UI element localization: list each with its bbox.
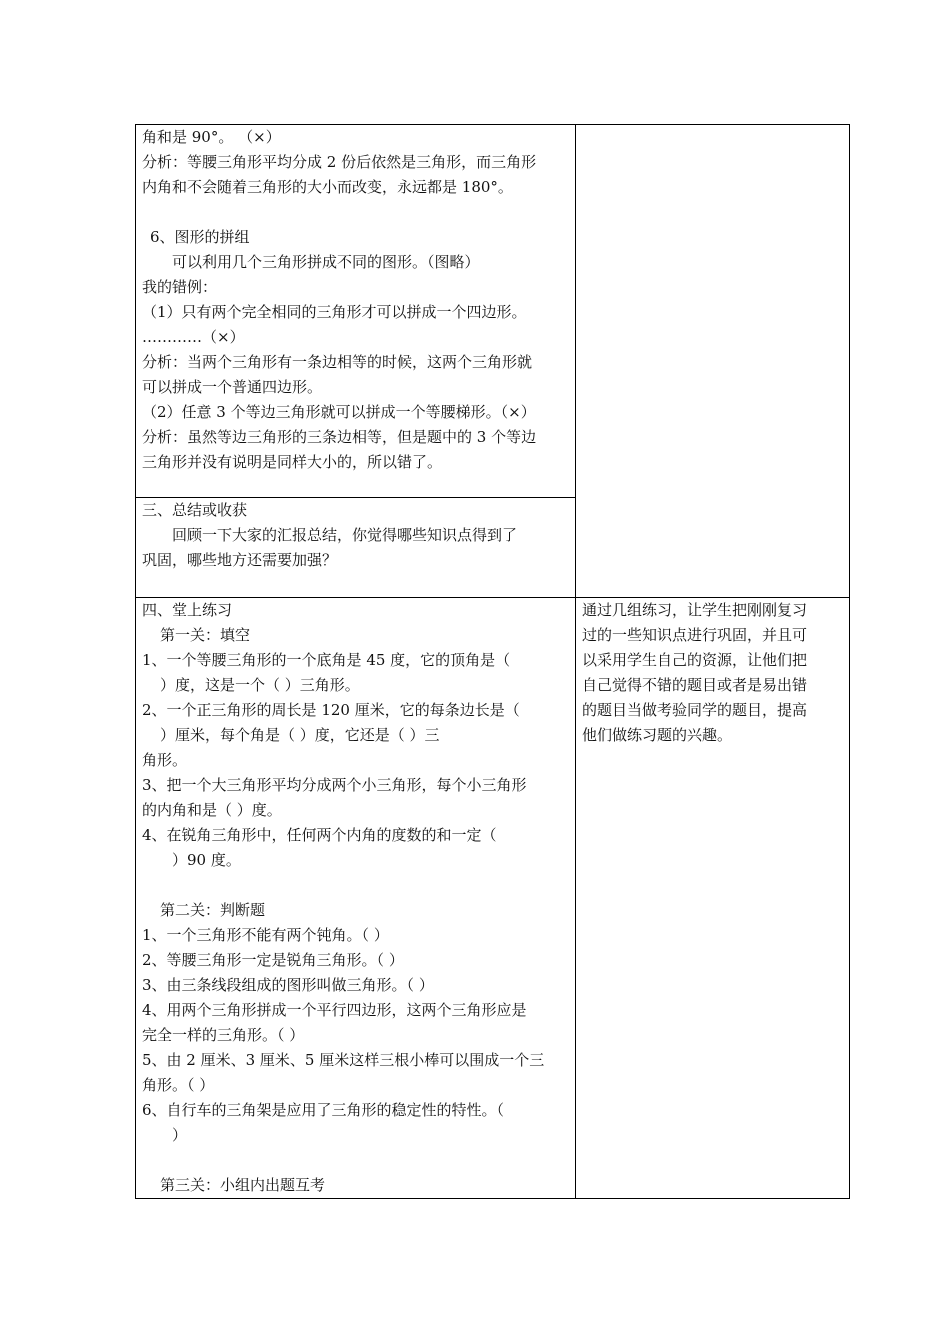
section-heading: 三、总结或收获 [142,501,248,519]
text-line: ）度，这是一个（ ）三角形。 [160,676,360,694]
text-line: 角和是 90°。 （×） [142,128,281,146]
note-line: 他们做练习题的兴趣。 [582,726,733,744]
table-row [136,598,850,1199]
text-line: 2、一个正三角形的周长是 120 厘米，它的每条边长是（ [142,701,520,719]
lesson-table [135,124,850,1199]
text-line: ） [172,1126,188,1144]
summary-cell [136,498,576,598]
errors-cell [136,125,576,498]
text-line: 分析：等腰三角形平均分成 2 份后依然是三角形，而三角形 [142,153,537,171]
text-line: （1）只有两个完全相同的三角形才可以拼成一个四边形。 [142,303,527,321]
text-line: 2、等腰三角形一定是锐角三角形。（ ） [142,951,404,969]
text-line: …………（×） [142,328,245,346]
note-line: 自己觉得不错的题目或者是易出错 [582,676,808,694]
section-heading: 6、图形的拼组 [150,228,250,246]
level-title: 第一关：填空 [160,626,251,644]
text-line: 分析：虽然等边三角形的三条边相等，但是题中的 3 个等边 [142,428,537,446]
text-line: ）90 度。 [172,851,241,869]
text-line: 3、由三条线段组成的图形叫做三角形。（ ） [142,976,434,994]
teaching-note-cell [576,598,850,1199]
practice-cell [136,598,576,1199]
text-line: 可以拼成一个普通四边形。 [142,378,323,396]
text-line: 6、自行车的三角架是应用了三角形的稳定性的特性。（ [142,1101,505,1119]
section-heading: 四、堂上练习 [142,601,233,619]
text-line: 4、用两个三角形拼成一个平行四边形，这两个三角形应是 [142,1001,527,1019]
text-line: 角形。（ ） [142,1076,215,1094]
text-line: 三角形并没有说明是同样大小的，所以错了。 [142,453,443,471]
text-line: 3、把一个大三角形平均分成两个小三角形，每个小三角形 [142,776,527,794]
note-line: 过的一些知识点进行巩固，并且可 [582,626,808,644]
text-line: 角形。 [142,751,188,769]
empty-note-cell [576,125,850,598]
text-line: 4、在锐角三角形中，任何两个内角的度数的和一定（ [142,826,497,844]
text-line: 分析：当两个三角形有一条边相等的时候，这两个三角形就 [142,353,533,371]
text-line: 内角和不会随着三角形的大小而改变，永远都是 180°。 [142,178,513,196]
text-line: 可以利用几个三角形拼成不同的图形。（图略） [172,253,480,271]
text-line: 的内角和是（ ）度。 [142,801,282,819]
note-line: 通过几组练习，让学生把刚刚复习 [582,601,808,619]
note-line: 以采用学生自己的资源，让他们把 [582,651,808,669]
text-line: 1、一个三角形不能有两个钝角。（ ） [142,926,389,944]
level-title: 第二关：判断题 [160,901,266,919]
text-line: 巩固，哪些地方还需要加强？ [142,551,338,569]
level-title: 第三关：小组内出题互考 [160,1176,326,1194]
text-line: （2）任意 3 个等边三角形就可以拼成一个等腰梯形。（×） [142,403,536,421]
text-line: ）厘米，每个角是（ ）度，它还是（ ）三 [160,726,440,744]
text-line: 完全一样的三角形。（ ） [142,1026,305,1044]
text-line: 回顾一下大家的汇报总结，你觉得哪些知识点得到了 [172,526,518,544]
text-line: 我的错例： [142,278,218,296]
text-line: 1、一个等腰三角形的一个底角是 45 度，它的顶角是（ [142,651,511,669]
table-row [136,125,850,498]
note-line: 的题目当做考验同学的题目，提高 [582,701,808,719]
text-line: 5、由 2 厘米、3 厘米、5 厘米这样三根小棒可以围成一个三 [142,1051,545,1069]
